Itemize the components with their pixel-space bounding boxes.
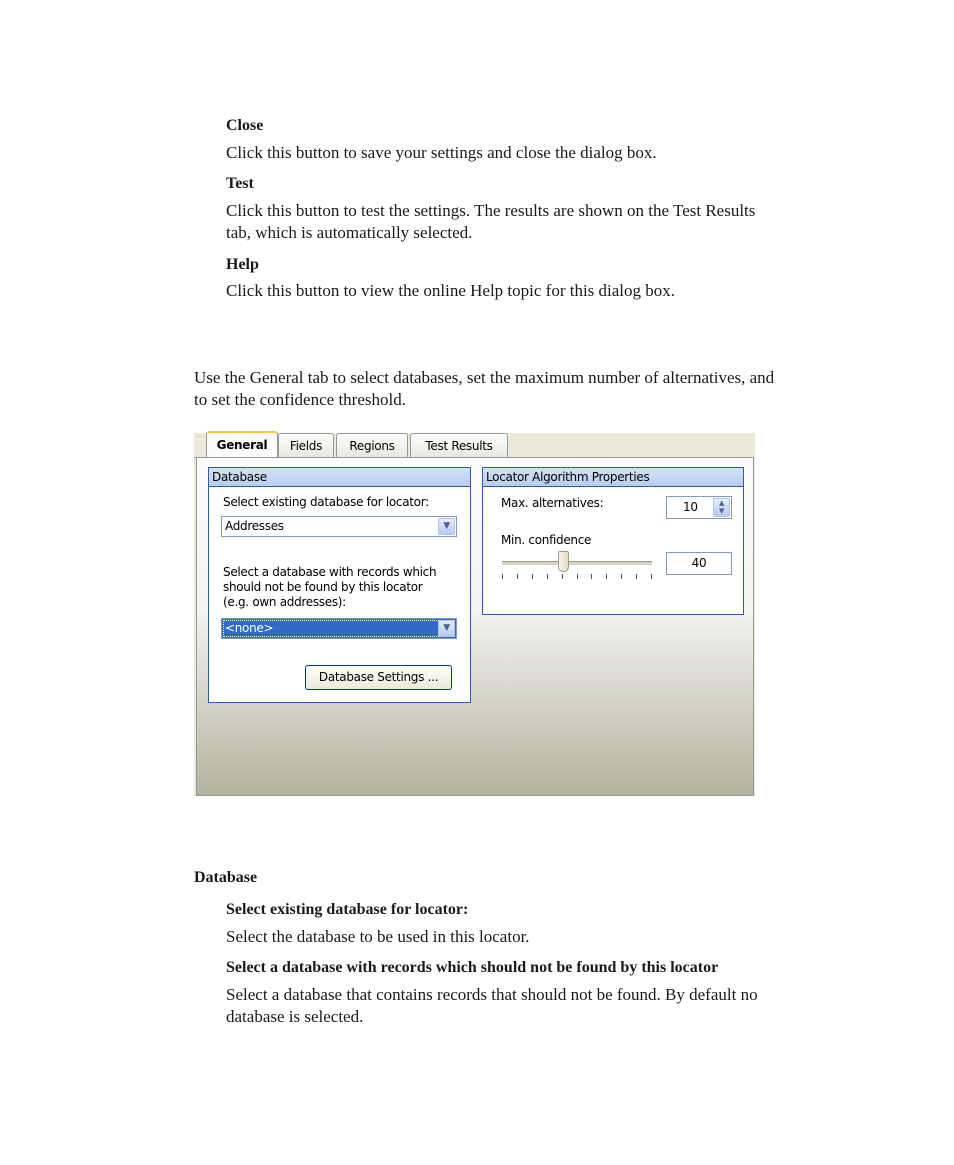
slider-tick (577, 574, 578, 579)
tab-test-results[interactable]: Test Results (410, 433, 508, 457)
existing-db-select[interactable] (221, 516, 457, 537)
chevron-down-icon[interactable]: ▼ (438, 518, 455, 535)
tab-regions[interactable]: Regions (336, 433, 408, 457)
slider-track (502, 561, 652, 566)
slider-tick (547, 574, 548, 579)
database-group (208, 467, 471, 703)
slider-tick (636, 574, 637, 579)
exclude-db-label-line1: Select a database with records which (223, 565, 437, 579)
max-alternatives-label: Max. alternatives: (501, 496, 604, 510)
slider-ticks (502, 574, 652, 579)
slider-tick (517, 574, 518, 579)
slider-tick (651, 574, 652, 579)
slider-tick (502, 574, 503, 579)
existing-db-term: Select existing database for locator: (226, 901, 469, 918)
help-term: Help (226, 256, 259, 273)
database-settings-button[interactable]: Database Settings ... (305, 665, 452, 690)
existing-db-label: Select existing database for locator: (223, 495, 429, 509)
min-confidence-label: Min. confidence (501, 533, 592, 547)
slider-tick (606, 574, 607, 579)
max-alternatives-value: 10 (683, 500, 698, 514)
tab-panel (196, 457, 754, 796)
min-confidence-field[interactable]: 40 (666, 552, 732, 575)
locator-group-title: Locator Algorithm Properties (483, 468, 743, 487)
exclude-db-value: <none> (225, 621, 274, 635)
exclude-db-label-line2: should not be found by this locator (223, 580, 423, 594)
test-description-line2: tab, which is automatically selected. (226, 223, 473, 242)
slider-tick (562, 574, 563, 579)
chevron-down-icon[interactable]: ▼ (438, 620, 455, 637)
exclude-db-description-line2: database is selected. (226, 1007, 364, 1026)
slider-tick (621, 574, 622, 579)
help-description: Click this button to view the online Help topic for this dialog box. (226, 281, 676, 300)
tab-fields[interactable]: Fields (278, 433, 334, 457)
intro-line2: to set the confidence threshold. (194, 390, 406, 409)
test-description-line1: Click this button to test the settings. The results are shown on the Test Results (226, 201, 756, 220)
spinner-arrows-icon[interactable]: ▲ ▼ (713, 498, 730, 517)
test-term: Test (226, 175, 254, 192)
intro-line1: Use the General tab to select databases, set the maximum number of alternatives, and (194, 368, 775, 387)
slider-tick (591, 574, 592, 579)
max-alternatives-spinner[interactable] (666, 496, 732, 519)
general-tab-screenshot (194, 433, 755, 796)
slider-tick (532, 574, 533, 579)
close-term: Close (226, 117, 264, 134)
exclude-db-select[interactable] (221, 618, 457, 639)
confidence-slider[interactable] (498, 551, 656, 581)
exclude-db-label-line3: (e.g. own addresses): (223, 595, 346, 609)
slider-thumb[interactable] (558, 551, 569, 572)
tab-general[interactable]: General (206, 431, 278, 457)
locator-properties-group (482, 467, 744, 615)
database-heading: Database (194, 869, 258, 886)
existing-db-description: Select the database to be used in this locator. (226, 927, 530, 946)
close-description: Click this button to save your settings and close the dialog box. (226, 143, 657, 162)
database-group-title: Database (209, 468, 470, 487)
exclude-db-description-line1: Select a database that contains records that should not be found. By default no (226, 985, 758, 1004)
existing-db-value: Addresses (225, 519, 284, 533)
exclude-db-term: Select a database with records which should not be found by this locator (226, 959, 719, 976)
